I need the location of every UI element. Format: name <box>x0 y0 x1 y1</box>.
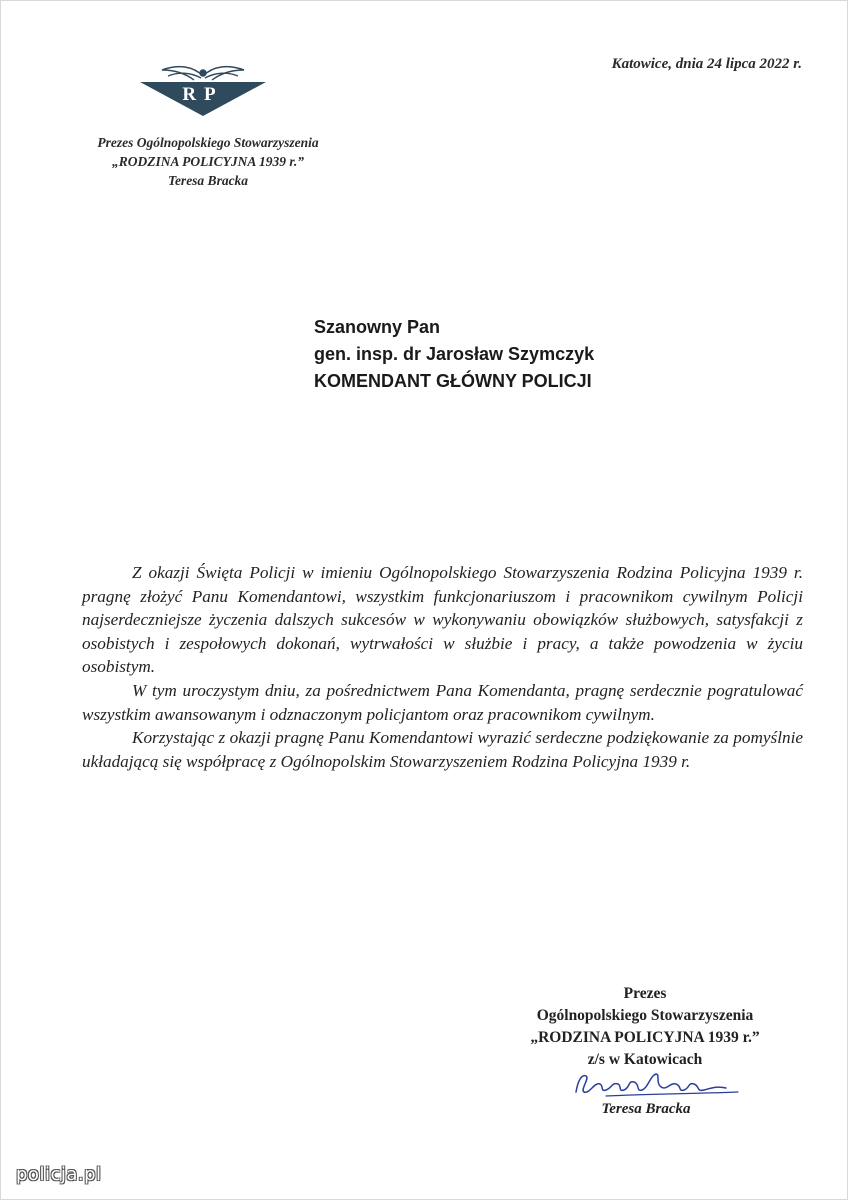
signature-line-3: „RODZINA POLICYJNA 1939 r.” <box>530 1029 760 1046</box>
sender-block <box>78 133 338 190</box>
signature-line-4: z/s w Katowicach <box>587 1051 703 1068</box>
recipient-salutation: Szanowny Pan <box>314 317 441 337</box>
letter-date: Katowice, dnia 24 lipca 2022 r. <box>611 56 802 72</box>
site-watermark: policja.pl <box>16 1164 102 1185</box>
sender-line-3: Teresa Bracka <box>167 173 249 188</box>
association-logo <box>138 60 268 120</box>
logo-text: RP <box>182 84 224 105</box>
eagle-icon <box>162 67 244 80</box>
recipient-name: gen. insp. dr Jarosław Szymczyk <box>314 344 595 364</box>
letter-body <box>82 561 803 773</box>
body-paragraph: W tym uroczystym dniu, za pośrednictwem Pana Komendanta, pragnę serdecznie pogratulować wszystkim awansowanym i odznaczonym policjantom oraz pracownikom cywilnym. <box>82 680 803 724</box>
recipient-title: KOMENDANT GŁÓWNY POLICJI <box>314 371 592 391</box>
signer-name: Teresa Bracka <box>601 1101 691 1117</box>
signature-line-2: Ogólnopolskiego Stowarzyszenia <box>536 1007 754 1024</box>
body-paragraph: Z okazji Święta Policji w imieniu Ogólnopolskiego Stowarzyszenia Rodzina Policyjna 1939 r. pragnę złożyć Panu Komendantowi, wszystkim funkcjonariuszom i pracownikom cywilnym Policji najserdeczniejsze życzenia dalszych sukcesów w wykonywaniu obowiązków służbowych, satysfakcji z osobistych i zespołowych dokonań, wytrwałości w służbie i pracy, a także powodzenia w życiu osobistym. <box>82 563 803 677</box>
handwritten-signature <box>566 1068 746 1102</box>
signature-line-1: Prezes <box>623 985 667 1002</box>
signature-block <box>490 983 800 1071</box>
sender-line-2: „RODZINA POLICYJNA 1939 r.” <box>111 154 305 169</box>
recipient-block <box>314 314 594 395</box>
sender-line-1: Prezes Ogólnopolskiego Stowarzyszenia <box>97 135 319 150</box>
body-paragraph: Korzystając z okazji pragnę Panu Komendantowi wyrazić serdeczne podziękowanie za pomyślnie układającą się współpracę z Ogólnopolskim Stowarzyszeniem Rodzina Policyjna 1939 r. <box>82 728 803 771</box>
